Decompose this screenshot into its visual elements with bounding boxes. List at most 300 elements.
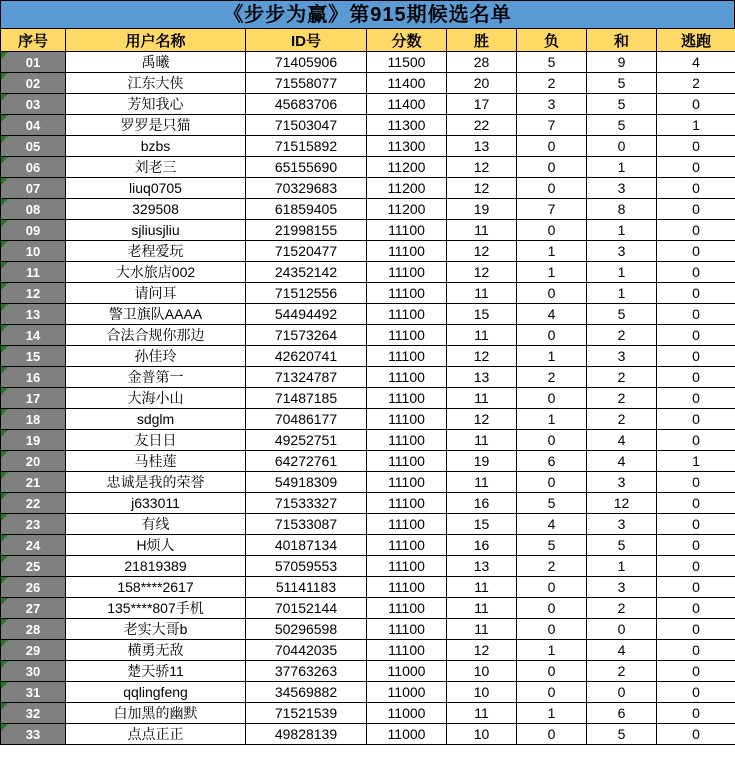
draw-cell[interactable]: 2 — [587, 661, 657, 682]
index-label: 25 — [25, 558, 41, 574]
draw-cell[interactable]: 1 — [587, 262, 657, 283]
escape-cell[interactable]: 1 — [657, 115, 735, 136]
loss-cell[interactable]: 4 — [517, 514, 587, 535]
escape-cell[interactable]: 0 — [657, 598, 735, 619]
score-cell[interactable]: 11100 — [367, 325, 447, 346]
username-cell[interactable]: 金普第一 — [66, 367, 246, 388]
loss-cell[interactable]: 5 — [517, 52, 587, 73]
score-cell[interactable]: 11400 — [367, 94, 447, 115]
column-header-losses[interactable]: 负 — [517, 29, 587, 52]
id-cell[interactable]: 64272761 — [246, 451, 367, 472]
id-cell[interactable]: 71533327 — [246, 493, 367, 514]
score-cell[interactable]: 11100 — [367, 346, 447, 367]
id-cell[interactable]: 70152144 — [246, 598, 367, 619]
column-header-score[interactable]: 分数 — [367, 29, 447, 52]
username-cell[interactable]: 合法合规你那边 — [66, 325, 246, 346]
id-cell[interactable]: 71503047 — [246, 115, 367, 136]
id-cell[interactable]: 45683706 — [246, 94, 367, 115]
column-header-draws[interactable]: 和 — [587, 29, 657, 52]
score-cell[interactable]: 11100 — [367, 577, 447, 598]
id-cell[interactable]: 49828139 — [246, 724, 367, 745]
escape-cell[interactable]: 0 — [657, 178, 735, 199]
win-cell[interactable]: 19 — [447, 199, 517, 220]
index-cell[interactable] — [1, 703, 66, 724]
win-cell[interactable]: 13 — [447, 367, 517, 388]
draw-cell[interactable]: 3 — [587, 346, 657, 367]
index-cell[interactable] — [1, 577, 66, 598]
id-cell[interactable]: 21998155 — [246, 220, 367, 241]
loss-cell[interactable]: 2 — [517, 556, 587, 577]
username-cell[interactable]: 芳知我心 — [66, 94, 246, 115]
loss-cell[interactable]: 3 — [517, 94, 587, 115]
escape-cell[interactable]: 0 — [657, 472, 735, 493]
index-cell[interactable] — [1, 241, 66, 262]
score-cell[interactable]: 11000 — [367, 703, 447, 724]
error-indicator-icon — [1, 115, 8, 122]
loss-cell[interactable]: 0 — [517, 598, 587, 619]
username-cell[interactable]: 楚天骄11 — [66, 661, 246, 682]
draw-cell[interactable]: 3 — [587, 514, 657, 535]
error-indicator-icon — [1, 241, 8, 248]
win-cell[interactable]: 19 — [447, 451, 517, 472]
index-cell[interactable] — [1, 514, 66, 535]
index-cell[interactable] — [1, 52, 66, 73]
win-cell[interactable]: 12 — [447, 262, 517, 283]
draw-cell[interactable]: 8 — [587, 199, 657, 220]
score-cell[interactable]: 11100 — [367, 598, 447, 619]
escape-cell[interactable]: 0 — [657, 430, 735, 451]
draw-cell[interactable]: 3 — [587, 241, 657, 262]
index-cell[interactable] — [1, 115, 66, 136]
score-cell[interactable]: 11100 — [367, 640, 447, 661]
index-cell[interactable] — [1, 325, 66, 346]
username-cell[interactable]: 白加黑的幽默 — [66, 703, 246, 724]
error-indicator-icon — [1, 346, 8, 353]
draw-cell[interactable]: 5 — [587, 115, 657, 136]
username-cell[interactable]: 请问耳 — [66, 283, 246, 304]
loss-cell[interactable]: 1 — [517, 346, 587, 367]
username-cell[interactable]: 老实大哥b — [66, 619, 246, 640]
id-cell[interactable]: 54918309 — [246, 472, 367, 493]
score-cell[interactable]: 11100 — [367, 409, 447, 430]
win-cell[interactable]: 12 — [447, 157, 517, 178]
escape-cell[interactable]: 0 — [657, 703, 735, 724]
loss-cell[interactable]: 0 — [517, 619, 587, 640]
loss-cell[interactable]: 0 — [517, 220, 587, 241]
win-cell[interactable]: 12 — [447, 241, 517, 262]
loss-cell[interactable]: 2 — [517, 367, 587, 388]
index-cell[interactable] — [1, 493, 66, 514]
escape-cell[interactable]: 0 — [657, 262, 735, 283]
escape-cell[interactable]: 1 — [657, 451, 735, 472]
id-cell[interactable]: 50296598 — [246, 619, 367, 640]
win-cell[interactable]: 10 — [447, 724, 517, 745]
draw-cell[interactable]: 2 — [587, 598, 657, 619]
error-indicator-icon — [1, 451, 8, 458]
index-cell[interactable] — [1, 346, 66, 367]
win-cell[interactable]: 17 — [447, 94, 517, 115]
draw-cell[interactable]: 4 — [587, 430, 657, 451]
score-cell[interactable]: 11000 — [367, 724, 447, 745]
escape-cell[interactable]: 0 — [657, 241, 735, 262]
username-cell[interactable]: sdglm — [66, 409, 246, 430]
id-cell[interactable]: 71520477 — [246, 241, 367, 262]
id-cell[interactable]: 51141183 — [246, 577, 367, 598]
id-cell[interactable]: 54494492 — [246, 304, 367, 325]
loss-cell[interactable]: 0 — [517, 724, 587, 745]
draw-cell[interactable]: 5 — [587, 535, 657, 556]
username-cell[interactable]: 大水旅店002 — [66, 262, 246, 283]
username-cell[interactable]: 大海小山 — [66, 388, 246, 409]
id-cell[interactable]: 57059553 — [246, 556, 367, 577]
id-cell[interactable]: 71573264 — [246, 325, 367, 346]
draw-cell[interactable]: 1 — [587, 157, 657, 178]
index-cell[interactable] — [1, 640, 66, 661]
id-cell[interactable]: 61859405 — [246, 199, 367, 220]
escape-cell[interactable]: 0 — [657, 388, 735, 409]
table-row — [1, 304, 735, 325]
draw-cell[interactable]: 1 — [587, 283, 657, 304]
draw-cell[interactable]: 3 — [587, 178, 657, 199]
index-cell[interactable] — [1, 556, 66, 577]
id-cell[interactable]: 34569882 — [246, 682, 367, 703]
index-cell[interactable] — [1, 136, 66, 157]
score-cell[interactable]: 11100 — [367, 367, 447, 388]
loss-cell[interactable]: 0 — [517, 178, 587, 199]
escape-cell[interactable]: 0 — [657, 640, 735, 661]
draw-cell[interactable]: 3 — [587, 472, 657, 493]
loss-cell[interactable]: 5 — [517, 535, 587, 556]
win-cell[interactable]: 22 — [447, 115, 517, 136]
index-cell[interactable] — [1, 472, 66, 493]
draw-cell[interactable]: 1 — [587, 556, 657, 577]
candidate-table — [0, 28, 735, 745]
score-cell[interactable]: 11100 — [367, 472, 447, 493]
escape-cell[interactable]: 0 — [657, 682, 735, 703]
id-cell[interactable]: 42620741 — [246, 346, 367, 367]
index-label: 05 — [25, 138, 41, 154]
loss-cell[interactable]: 6 — [517, 451, 587, 472]
id-cell[interactable]: 71533087 — [246, 514, 367, 535]
username-cell[interactable]: 罗罗是只猫 — [66, 115, 246, 136]
index-label: 09 — [25, 222, 41, 238]
draw-cell[interactable]: 3 — [587, 577, 657, 598]
score-cell[interactable]: 11000 — [367, 661, 447, 682]
loss-cell[interactable]: 0 — [517, 325, 587, 346]
index-label: 13 — [25, 306, 41, 322]
username-cell[interactable]: 有线 — [66, 514, 246, 535]
escape-cell[interactable]: 0 — [657, 346, 735, 367]
score-cell[interactable]: 11100 — [367, 220, 447, 241]
win-cell[interactable]: 11 — [447, 388, 517, 409]
index-label: 22 — [25, 495, 41, 511]
loss-cell[interactable]: 0 — [517, 136, 587, 157]
score-cell[interactable]: 11100 — [367, 241, 447, 262]
win-cell[interactable]: 12 — [447, 178, 517, 199]
score-cell[interactable]: 11000 — [367, 682, 447, 703]
win-cell[interactable]: 10 — [447, 661, 517, 682]
loss-cell[interactable]: 1 — [517, 640, 587, 661]
username-cell[interactable]: 329508 — [66, 199, 246, 220]
loss-cell[interactable]: 0 — [517, 283, 587, 304]
id-cell[interactable]: 40187134 — [246, 535, 367, 556]
win-cell[interactable]: 15 — [447, 304, 517, 325]
draw-cell[interactable]: 6 — [587, 703, 657, 724]
win-cell[interactable]: 16 — [447, 493, 517, 514]
username-cell[interactable]: 21819389 — [66, 556, 246, 577]
column-header-escapes[interactable]: 逃跑 — [657, 29, 735, 52]
loss-cell[interactable]: 1 — [517, 241, 587, 262]
loss-cell[interactable]: 0 — [517, 577, 587, 598]
username-cell[interactable]: bzbs — [66, 136, 246, 157]
id-cell[interactable]: 65155690 — [246, 157, 367, 178]
id-cell[interactable]: 49252751 — [246, 430, 367, 451]
index-cell[interactable] — [1, 367, 66, 388]
column-header-id[interactable]: ID号 — [246, 29, 367, 52]
username-cell[interactable]: H烦人 — [66, 535, 246, 556]
id-cell[interactable]: 24352142 — [246, 262, 367, 283]
loss-cell[interactable]: 0 — [517, 472, 587, 493]
win-cell[interactable]: 20 — [447, 73, 517, 94]
win-cell[interactable]: 13 — [447, 556, 517, 577]
win-cell[interactable]: 15 — [447, 514, 517, 535]
loss-cell[interactable]: 1 — [517, 703, 587, 724]
index-cell[interactable] — [1, 73, 66, 94]
index-cell[interactable] — [1, 724, 66, 745]
column-header-wins[interactable]: 胜 — [447, 29, 517, 52]
escape-cell[interactable]: 4 — [657, 52, 735, 73]
loss-cell[interactable]: 0 — [517, 388, 587, 409]
error-indicator-icon — [1, 472, 8, 479]
win-cell[interactable]: 11 — [447, 703, 517, 724]
win-cell[interactable]: 11 — [447, 598, 517, 619]
win-cell[interactable]: 28 — [447, 52, 517, 73]
draw-cell[interactable]: 5 — [587, 724, 657, 745]
escape-cell[interactable]: 0 — [657, 94, 735, 115]
index-label: 20 — [25, 453, 41, 469]
username-cell[interactable]: 横勇无敌 — [66, 640, 246, 661]
draw-cell[interactable]: 0 — [587, 682, 657, 703]
username-cell[interactable]: 忠诚是我的荣誉 — [66, 472, 246, 493]
error-indicator-icon — [1, 493, 8, 500]
win-cell[interactable]: 11 — [447, 325, 517, 346]
score-cell[interactable]: 11400 — [367, 73, 447, 94]
score-cell[interactable]: 11100 — [367, 283, 447, 304]
score-cell[interactable]: 11300 — [367, 115, 447, 136]
username-cell[interactable]: 158****2617 — [66, 577, 246, 598]
username-cell[interactable]: 马桂莲 — [66, 451, 246, 472]
index-cell[interactable] — [1, 388, 66, 409]
id-cell[interactable]: 71405906 — [246, 52, 367, 73]
id-cell[interactable]: 70486177 — [246, 409, 367, 430]
win-cell[interactable]: 11 — [447, 220, 517, 241]
win-cell[interactable]: 11 — [447, 619, 517, 640]
score-cell[interactable]: 11100 — [367, 493, 447, 514]
username-cell[interactable]: 135****807手机 — [66, 598, 246, 619]
loss-cell[interactable]: 5 — [517, 493, 587, 514]
escape-cell[interactable]: 0 — [657, 535, 735, 556]
draw-cell[interactable]: 4 — [587, 451, 657, 472]
index-cell[interactable] — [1, 682, 66, 703]
index-cell[interactable] — [1, 409, 66, 430]
loss-cell[interactable]: 0 — [517, 661, 587, 682]
username-cell[interactable]: 老程爱玩 — [66, 241, 246, 262]
index-cell[interactable] — [1, 451, 66, 472]
username-cell[interactable]: 点点正正 — [66, 724, 246, 745]
id-cell[interactable]: 71515892 — [246, 136, 367, 157]
draw-cell[interactable]: 12 — [587, 493, 657, 514]
win-cell[interactable]: 11 — [447, 283, 517, 304]
draw-cell[interactable]: 5 — [587, 94, 657, 115]
id-cell[interactable]: 71512556 — [246, 283, 367, 304]
index-cell[interactable] — [1, 283, 66, 304]
id-cell[interactable]: 71487185 — [246, 388, 367, 409]
win-cell[interactable]: 12 — [447, 346, 517, 367]
index-label: 12 — [25, 285, 41, 301]
index-label: 16 — [25, 369, 41, 385]
score-cell[interactable]: 11100 — [367, 535, 447, 556]
draw-cell[interactable]: 5 — [587, 73, 657, 94]
win-cell[interactable]: 12 — [447, 409, 517, 430]
escape-cell[interactable]: 0 — [657, 514, 735, 535]
escape-cell[interactable]: 0 — [657, 661, 735, 682]
table-row — [1, 535, 735, 556]
score-cell[interactable]: 11100 — [367, 304, 447, 325]
escape-cell[interactable]: 0 — [657, 283, 735, 304]
score-cell[interactable]: 11200 — [367, 157, 447, 178]
win-cell[interactable]: 12 — [447, 640, 517, 661]
error-indicator-icon — [1, 220, 8, 227]
username-cell[interactable]: 禹曦 — [66, 52, 246, 73]
index-label: 15 — [25, 348, 41, 364]
index-cell[interactable] — [1, 157, 66, 178]
column-header-username[interactable]: 用户名称 — [66, 29, 246, 52]
escape-cell[interactable]: 0 — [657, 136, 735, 157]
loss-cell[interactable]: 1 — [517, 262, 587, 283]
table-row — [1, 115, 735, 136]
error-indicator-icon — [1, 178, 8, 185]
draw-cell[interactable]: 2 — [587, 388, 657, 409]
index-cell[interactable] — [1, 430, 66, 451]
id-cell[interactable]: 37763263 — [246, 661, 367, 682]
loss-cell[interactable]: 7 — [517, 115, 587, 136]
username-cell[interactable]: qqlingfeng — [66, 682, 246, 703]
loss-cell[interactable]: 0 — [517, 157, 587, 178]
index-cell[interactable] — [1, 304, 66, 325]
draw-cell[interactable]: 9 — [587, 52, 657, 73]
index-cell[interactable] — [1, 199, 66, 220]
error-indicator-icon — [1, 430, 8, 437]
id-cell[interactable]: 70329683 — [246, 178, 367, 199]
escape-cell[interactable]: 0 — [657, 157, 735, 178]
draw-cell[interactable]: 4 — [587, 640, 657, 661]
score-cell[interactable]: 11300 — [367, 136, 447, 157]
escape-cell[interactable]: 0 — [657, 724, 735, 745]
escape-cell[interactable]: 0 — [657, 493, 735, 514]
username-cell[interactable]: 刘老三 — [66, 157, 246, 178]
loss-cell[interactable]: 0 — [517, 682, 587, 703]
loss-cell[interactable]: 1 — [517, 409, 587, 430]
draw-cell[interactable]: 5 — [587, 304, 657, 325]
username-cell[interactable]: 江东大侠 — [66, 73, 246, 94]
id-cell[interactable]: 70442035 — [246, 640, 367, 661]
score-cell[interactable]: 11200 — [367, 199, 447, 220]
escape-cell[interactable]: 2 — [657, 73, 735, 94]
win-cell[interactable]: 11 — [447, 430, 517, 451]
win-cell[interactable]: 13 — [447, 136, 517, 157]
index-label: 31 — [25, 684, 41, 700]
index-cell[interactable] — [1, 535, 66, 556]
draw-cell[interactable]: 2 — [587, 409, 657, 430]
escape-cell[interactable]: 0 — [657, 577, 735, 598]
score-cell[interactable]: 11100 — [367, 430, 447, 451]
escape-cell[interactable]: 0 — [657, 409, 735, 430]
win-cell[interactable]: 11 — [447, 472, 517, 493]
loss-cell[interactable]: 2 — [517, 73, 587, 94]
escape-cell[interactable]: 0 — [657, 619, 735, 640]
escape-cell[interactable]: 0 — [657, 325, 735, 346]
win-cell[interactable]: 11 — [447, 577, 517, 598]
draw-cell[interactable]: 0 — [587, 619, 657, 640]
escape-cell[interactable]: 0 — [657, 220, 735, 241]
score-cell[interactable]: 11100 — [367, 619, 447, 640]
draw-cell[interactable]: 0 — [587, 136, 657, 157]
escape-cell[interactable]: 0 — [657, 304, 735, 325]
index-cell[interactable] — [1, 262, 66, 283]
id-cell[interactable]: 71558077 — [246, 73, 367, 94]
score-cell[interactable]: 11200 — [367, 178, 447, 199]
loss-cell[interactable]: 0 — [517, 430, 587, 451]
username-cell[interactable]: 友日日 — [66, 430, 246, 451]
index-cell[interactable] — [1, 619, 66, 640]
username-cell[interactable]: sjliusjliu — [66, 220, 246, 241]
username-cell[interactable]: j633011 — [66, 493, 246, 514]
score-cell[interactable]: 11500 — [367, 52, 447, 73]
score-cell[interactable]: 11100 — [367, 556, 447, 577]
score-cell[interactable]: 11100 — [367, 451, 447, 472]
username-cell[interactable]: 孙佳玲 — [66, 346, 246, 367]
error-indicator-icon — [1, 619, 8, 626]
index-label: 03 — [25, 96, 41, 112]
draw-cell[interactable]: 2 — [587, 325, 657, 346]
win-cell[interactable]: 16 — [447, 535, 517, 556]
id-cell[interactable]: 71324787 — [246, 367, 367, 388]
score-cell[interactable]: 11100 — [367, 388, 447, 409]
username-cell[interactable]: liuq0705 — [66, 178, 246, 199]
draw-cell[interactable]: 2 — [587, 367, 657, 388]
win-cell[interactable]: 10 — [447, 682, 517, 703]
escape-cell[interactable]: 0 — [657, 367, 735, 388]
error-indicator-icon — [1, 535, 8, 542]
score-cell[interactable]: 11100 — [367, 514, 447, 535]
page-title: 《步步为赢》第915期候选名单 — [0, 0, 735, 28]
escape-cell[interactable]: 0 — [657, 199, 735, 220]
index-cell[interactable] — [1, 178, 66, 199]
index-cell[interactable] — [1, 94, 66, 115]
loss-cell[interactable]: 7 — [517, 199, 587, 220]
id-cell[interactable]: 71521539 — [246, 703, 367, 724]
username-cell[interactable]: 警卫旗队AAAA — [66, 304, 246, 325]
loss-cell[interactable]: 4 — [517, 304, 587, 325]
score-cell[interactable]: 11100 — [367, 262, 447, 283]
index-cell[interactable] — [1, 598, 66, 619]
column-header-index[interactable]: 序号 — [1, 29, 66, 52]
index-cell[interactable] — [1, 220, 66, 241]
index-cell[interactable] — [1, 661, 66, 682]
table-row — [1, 703, 735, 724]
draw-cell[interactable]: 1 — [587, 220, 657, 241]
escape-cell[interactable]: 0 — [657, 556, 735, 577]
